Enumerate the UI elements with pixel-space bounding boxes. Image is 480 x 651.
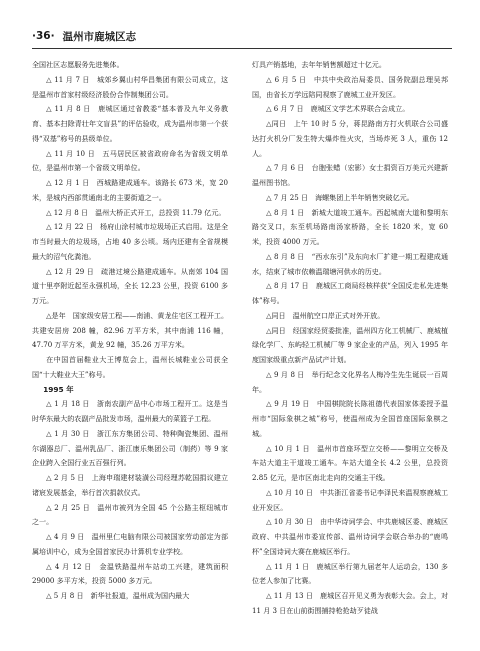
chronicle-entry: △ 5 月 8 日 新华社报道，温州成为国内最大 <box>46 591 190 600</box>
chronicle-entry: △ 1 月 30 日 浙江东方集团公司、特种陶瓷集团、温州尔湖器总厂、温州乳品厂、浙江康乐集团公司（制药）等 9 家企业跨入全国行业五百强行列。 <box>32 428 228 468</box>
chronicle-entry: △ 11 月 1 日 鹿城区举行第九届老年人运动会，130 多位老人参加了比赛。 <box>252 561 448 586</box>
chronicle-entry: △ 11 月 10 日 五马居民区被省政府命名为省级文明单位，是温州市第一个省级文明单位。 <box>32 148 228 173</box>
running-header <box>32 27 452 45</box>
left-column <box>32 58 228 646</box>
page-number: ·36· <box>32 30 55 42</box>
chronicle-entry: △同日 温州航空口岸正式对外开放。 <box>266 310 385 320</box>
chronicle-entry: △ 11 月 7 日 城郊乡翼山村华昌集团有限公司成立，这是温州市首家村级经济股份合作制集团公司。 <box>32 74 228 99</box>
chronicle-entry: △ 4 月 9 日 温州里仁电脑有限公司被国家劳动部定为部属培训中心，成为全国首家民办计算机专业学校。 <box>32 532 228 556</box>
chronicle-entry: △ 9 月 19 日 中国棋院院长陈祖德代表国家体委授予温州市“国际象棋之城”称号，使温州成为全国首座国际象棋之城。 <box>252 399 448 438</box>
chronicle-entry: △ 1 月 18 日 浙南农副产品中心市场工程开工。这是当时华东最大的农副产品批发市场，温州最大的菜篮子工程。 <box>32 399 228 423</box>
chronicle-entry: △ 12 月 29 日 疏港过境公路建成通车。从南郊 104 国道十里亭附近起至永强机场，全长 12.23 公里，投资 6100 多万元。 <box>32 266 228 305</box>
year-heading: 1995 年 <box>43 384 74 394</box>
chronicle-entry: △ 12 月 8 日 温州大桥正式开工，总投资 11.79 亿元。 <box>46 207 226 217</box>
chronicle-entry: △ 8 月 1 日 新城大道竣工通车。西起城南大道和黎明东路交叉口，东至机场路南汤家桥路，全长 1820 米，宽 60 米，投资 4000 万元。 <box>252 207 448 246</box>
chronicle-entry: 全国社区志愿服务先进集体。 <box>32 60 124 69</box>
right-column <box>252 58 448 646</box>
chronicle-entry: △ 8 月 8 日 “西水东引”及东向水厂扩建一期工程建成通水，结束了城市依赖温瑞塘河供水的历史。 <box>252 251 448 276</box>
chronicle-entry: △ 6 月 5 日 中共中央政治局委员、国务院副总理吴邦国，由省长万学远陪同视察了鹿城工业开发区。 <box>252 74 448 99</box>
chronicle-entry: △ 11 月 13 日 鹿城区召开见义勇为表彰大会。会上，对 11 月 3 日在山前街围捕持枪抢劫歹徒战 <box>252 591 448 615</box>
chronicle-entry: △ 7 月 25 日 海螺集团上半年销售突破亿元。 <box>266 192 414 202</box>
chronicle-entry: △ 10 月 1 日 温州市首座环型立交桥——黎明立交桥及车站大道主干道竣工通车。车站大道全长 4.2 公里，总投资 2.85 亿元，是市区南北走向的交通主干线。 <box>252 443 448 482</box>
chronicle-entry: △ 2 月 5 日 上海申瑞建材装潢公司经理苏乾国捐议建立诸宸发展基金，举行首次捐款仪式。 <box>32 473 228 497</box>
chronicle-entry: △同日 经国家经贸委批准，温州四方化工机械厂、鹿城植绿化学厂、东屿轻工机械厂等 9 家企业的产品，列入 1995 年度国家级重点新产品试产计划。 <box>252 325 448 364</box>
chronicle-entry: △ 9 月 8 日 举行纪念文化界名人梅冷生先生诞辰一百周年。 <box>252 369 448 394</box>
chronicle-entry: △ 11 月 8 日 鹿城区通过省教委“基本普及九年义务教育、基本扫除青壮年文盲县”的评估验收，成为温州市第一个获得“双基”称号的县级单位。 <box>32 104 228 143</box>
chronicle-entry: △是年 国家级安居工程——南浦、黄龙住宅区工程开工。共建安居房 208 幢，82.96 万平方米，其中南浦 116 幢，47.70 万平方米，黄龙 92 幢，35.26 万平方米。 <box>32 310 228 350</box>
chronicle-entry: △ 7 月 6 日 台胞张蜡（宏影）女士捐资百万美元兴建新温州图书馆。 <box>252 163 448 187</box>
chronicle-entry: 在中国首届鞋业大王博览会上，温州长城鞋业公司获全国“十大鞋业大王”称号。 <box>32 355 228 379</box>
chronicle-entry: △ 8 月 17 日 鹿城区工商局经核样获“全国反走私先进集体”称号。 <box>252 281 448 305</box>
chronicle-entry: △同日 上午 10 时 5 分，蒋昆路南方打火机联合公司盛达打火机分厂发生特大爆炸性火灾，当场炸死 3 人，重伤 12 人。 <box>252 119 448 158</box>
chronicle-entry: △ 12 月 22 日 杨府山涂村城市垃圾场正式启用。这是全市当时最大的垃圾场，占地 40 多公顷。场内还建有全省规模最大的沼气化粪池。 <box>32 222 228 261</box>
chronicle-entry: 灯具产销基地，去年年销售额超过十亿元。 <box>252 60 386 69</box>
chronicle-entry: △ 10 月 30 日 由中华诗词学会、中共鹿城区委、鹿城区政府、中共温州市委宣传部、温州诗词学会联合举办的“鹿鸣杯”全国诗词大赛在鹿城区举行。 <box>252 517 448 556</box>
book-title: 温州市鹿城区志 <box>62 30 137 43</box>
chronicle-entry: △ 12 月 1 日 西城路建成通车。该路长 673 米，宽 20 米，是城内西部贯通南北的主要街道之一。 <box>32 178 228 202</box>
chronicle-entry: △ 2 月 25 日 温州市被列为全国 45 个公路主枢纽城市之一。 <box>32 502 228 527</box>
chronicle-entry: △ 6 月 7 日 鹿城区文学艺术界联合会成立。 <box>266 104 410 114</box>
chronicle-entry: △ 10 月 10 日 中共浙江省委书记李泽民来温视察鹿城工业开发区。 <box>252 487 448 512</box>
chronicle-entry: △ 4 月 12 日 金温铁路温州车站动工兴建，建筑面积 29000 多平方米，投资 5000 多万元。 <box>32 561 228 586</box>
header-rule <box>32 48 452 49</box>
